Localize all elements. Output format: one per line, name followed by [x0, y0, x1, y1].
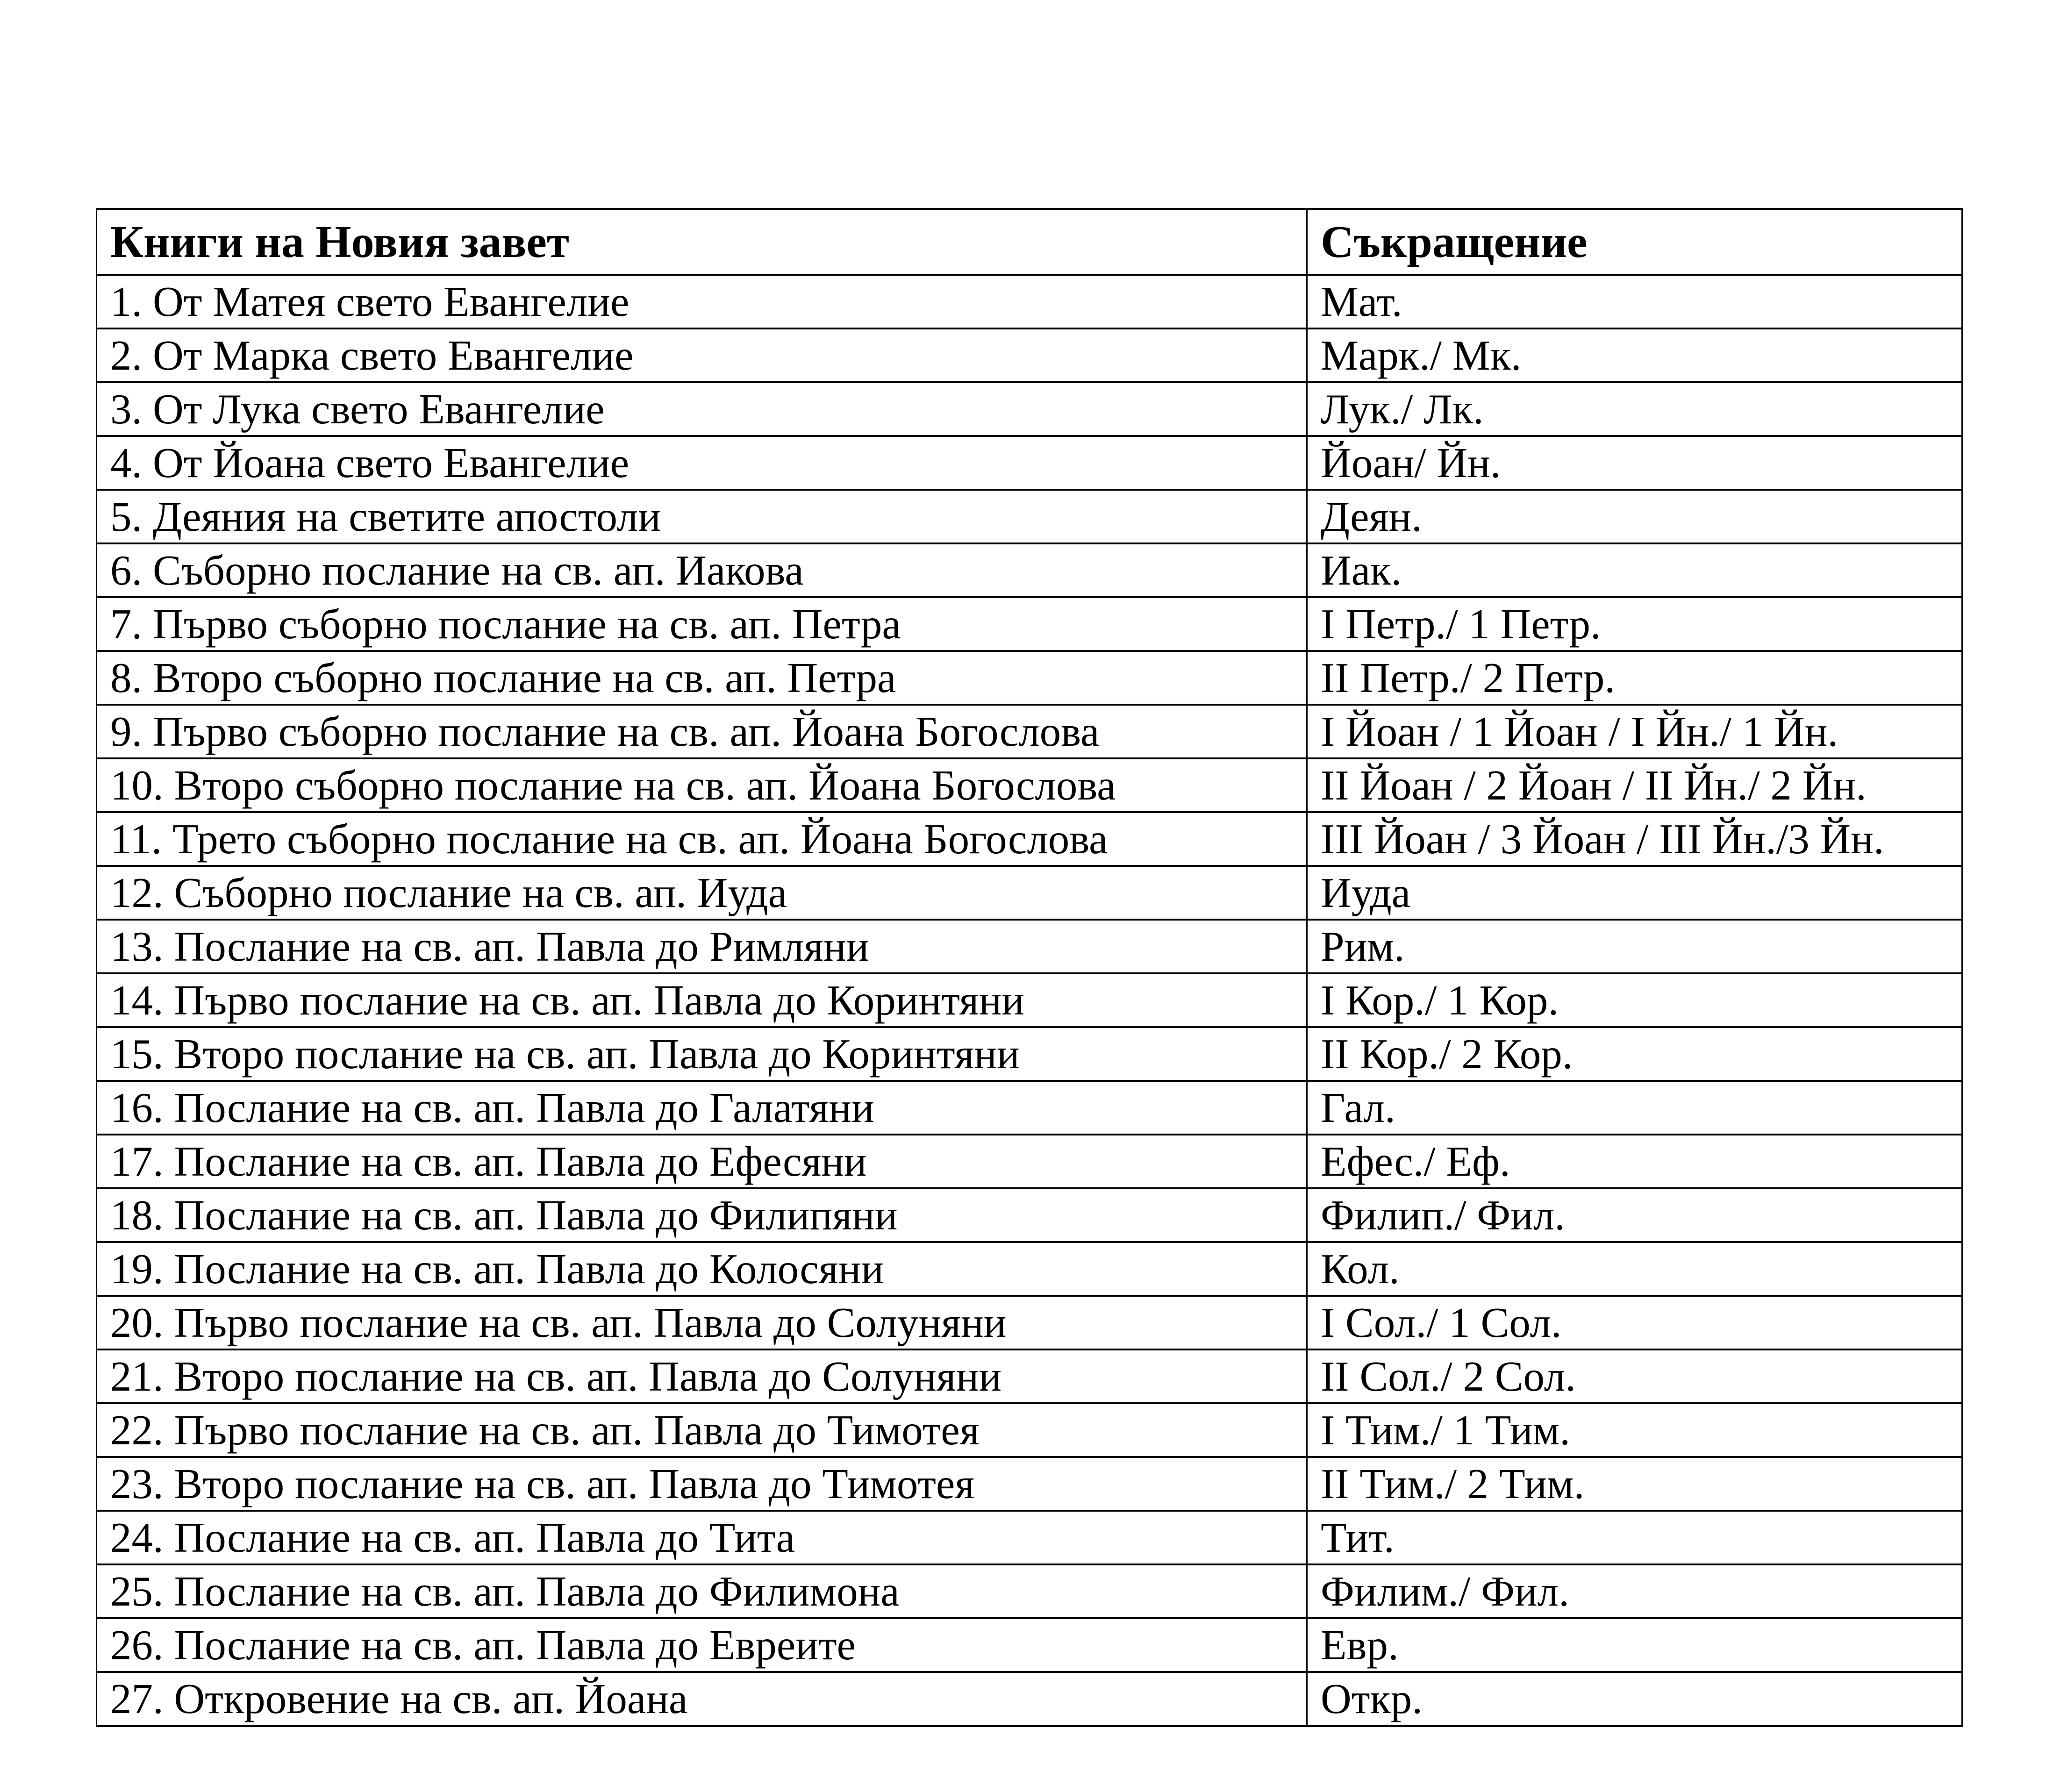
- book-name-cell: 24. Послание на св. ап. Павла до Тита: [97, 1511, 1307, 1564]
- abbreviation-cell: I Тим./ 1 Тим.: [1307, 1403, 1962, 1457]
- table-row: [97, 1135, 1962, 1188]
- table-row: [97, 1188, 1962, 1242]
- abbreviation-cell: III Йоан / 3 Йоан / III Йн./3 Йн.: [1307, 812, 1962, 866]
- book-name-cell: 2. От Марка свето Евангелие: [97, 328, 1307, 382]
- book-name-cell: 9. Първо съборно послание на св. ап. Йоана Богослова: [97, 705, 1307, 758]
- table-row: [97, 1349, 1962, 1403]
- book-name-cell: 3. От Лука свето Евангелие: [97, 382, 1307, 436]
- table-body: [97, 275, 1962, 1726]
- new-testament-books-table: [96, 208, 1963, 1727]
- table-row: [97, 1457, 1962, 1511]
- abbreviation-cell: Лук./ Лк.: [1307, 382, 1962, 436]
- abbreviation-cell: Деян.: [1307, 490, 1962, 543]
- table-row: [97, 1081, 1962, 1135]
- abbreviation-cell: Мат.: [1307, 275, 1962, 328]
- abbreviation-cell: I Сол./ 1 Сол.: [1307, 1296, 1962, 1349]
- book-name-cell: 16. Послание на св. ап. Павла до Галатяни: [97, 1081, 1307, 1135]
- table-row: [97, 436, 1962, 490]
- table-row: [97, 328, 1962, 382]
- abbreviation-cell: Иак.: [1307, 543, 1962, 597]
- table-row: [97, 543, 1962, 597]
- book-name-cell: 5. Деяния на светите апостоли: [97, 490, 1307, 543]
- abbreviation-cell: I Йоан / 1 Йоан / I Йн./ 1 Йн.: [1307, 705, 1962, 758]
- table-row: [97, 1564, 1962, 1618]
- abbreviation-cell: II Кор./ 2 Кор.: [1307, 1027, 1962, 1081]
- table-row: [97, 1296, 1962, 1349]
- table-row: [97, 812, 1962, 866]
- abbreviation-cell: I Петр./ 1 Петр.: [1307, 597, 1962, 651]
- table-header-row: [97, 209, 1962, 275]
- abbreviation-cell: Кол.: [1307, 1242, 1962, 1296]
- abbreviation-cell: II Тим./ 2 Тим.: [1307, 1457, 1962, 1511]
- book-name-cell: 8. Второ съборно послание на св. ап. Петра: [97, 651, 1307, 705]
- book-name-cell: 21. Второ послание на св. ап. Павла до Солуняни: [97, 1349, 1307, 1403]
- table-row: [97, 758, 1962, 812]
- abbreviation-cell: Тит.: [1307, 1511, 1962, 1564]
- abbreviation-cell: Гал.: [1307, 1081, 1962, 1135]
- table-row: [97, 275, 1962, 328]
- abbreviation-cell: Ефес./ Еф.: [1307, 1135, 1962, 1188]
- book-name-cell: 12. Съборно послание на св. ап. Иуда: [97, 866, 1307, 920]
- abbreviation-cell: II Сол./ 2 Сол.: [1307, 1349, 1962, 1403]
- book-name-cell: 25. Послание на св. ап. Павла до Филимона: [97, 1564, 1307, 1618]
- abbreviation-cell: Марк./ Мк.: [1307, 328, 1962, 382]
- book-name-cell: 20. Първо послание на св. ап. Павла до Солуняни: [97, 1296, 1307, 1349]
- abbreviation-cell: Откр.: [1307, 1672, 1962, 1726]
- book-name-cell: 22. Първо послание на св. ап. Павла до Тимотея: [97, 1403, 1307, 1457]
- table-row: [97, 1618, 1962, 1672]
- abbreviation-cell: II Петр./ 2 Петр.: [1307, 651, 1962, 705]
- book-name-cell: 10. Второ съборно послание на св. ап. Йоана Богослова: [97, 758, 1307, 812]
- table-row: [97, 973, 1962, 1027]
- book-name-cell: 4. От Йоана свето Евангелие: [97, 436, 1307, 490]
- abbreviation-cell: Филип./ Фил.: [1307, 1188, 1962, 1242]
- table-row: [97, 597, 1962, 651]
- abbreviation-cell: Рим.: [1307, 920, 1962, 973]
- book-name-cell: 7. Първо съборно послание на св. ап. Петра: [97, 597, 1307, 651]
- book-name-cell: 17. Послание на св. ап. Павла до Ефесяни: [97, 1135, 1307, 1188]
- book-name-cell: 13. Послание на св. ап. Павла до Римляни: [97, 920, 1307, 973]
- table-row: [97, 920, 1962, 973]
- table-row: [97, 651, 1962, 705]
- book-name-cell: 27. Откровение на св. ап. Йоана: [97, 1672, 1307, 1726]
- book-name-cell: 23. Второ послание на св. ап. Павла до Тимотея: [97, 1457, 1307, 1511]
- abbreviation-cell: II Йоан / 2 Йоан / II Йн./ 2 Йн.: [1307, 758, 1962, 812]
- book-name-cell: 1. От Матея свето Евангелие: [97, 275, 1307, 328]
- book-name-cell: 11. Трето съборно послание на св. ап. Йоана Богослова: [97, 812, 1307, 866]
- header-abbreviation: Съкращение: [1307, 209, 1962, 275]
- abbreviation-cell: Йоан/ Йн.: [1307, 436, 1962, 490]
- table-row: [97, 490, 1962, 543]
- book-name-cell: 19. Послание на св. ап. Павла до Колосяни: [97, 1242, 1307, 1296]
- book-name-cell: 14. Първо послание на св. ап. Павла до Коринтяни: [97, 973, 1307, 1027]
- book-name-cell: 18. Послание на св. ап. Павла до Филипяни: [97, 1188, 1307, 1242]
- book-name-cell: 15. Второ послание на св. ап. Павла до Коринтяни: [97, 1027, 1307, 1081]
- table-row: [97, 1403, 1962, 1457]
- header-book: Книги на Новия завет: [97, 209, 1307, 275]
- table-row: [97, 382, 1962, 436]
- table-row: [97, 1672, 1962, 1726]
- abbreviation-cell: I Кор./ 1 Кор.: [1307, 973, 1962, 1027]
- book-name-cell: 6. Съборно послание на св. ап. Иакова: [97, 543, 1307, 597]
- table-row: [97, 1242, 1962, 1296]
- book-name-cell: 26. Послание на св. ап. Павла до Евреите: [97, 1618, 1307, 1672]
- abbreviation-cell: Филим./ Фил.: [1307, 1564, 1962, 1618]
- abbreviation-cell: Иуда: [1307, 866, 1962, 920]
- abbreviation-cell: Евр.: [1307, 1618, 1962, 1672]
- table-row: [97, 705, 1962, 758]
- table-row: [97, 1027, 1962, 1081]
- table-row: [97, 1511, 1962, 1564]
- table-row: [97, 866, 1962, 920]
